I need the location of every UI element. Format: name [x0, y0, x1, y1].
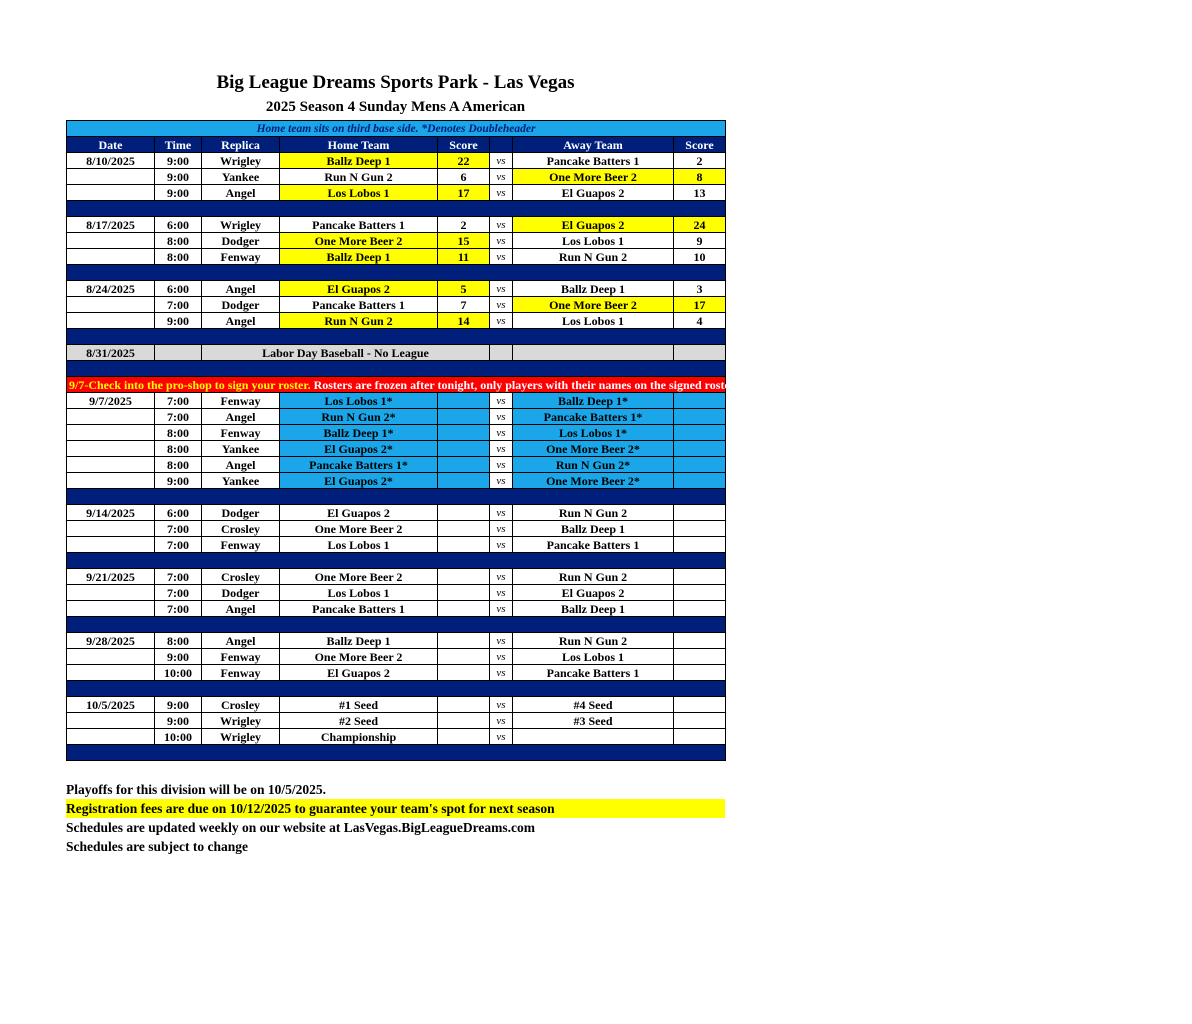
home-team: Ballz Deep 1 — [280, 249, 438, 265]
game-replica: Angel — [202, 281, 280, 297]
game-row — [67, 441, 726, 457]
game-time: 7:00 — [155, 409, 202, 425]
vs-label: vs — [490, 729, 513, 745]
game-date — [67, 457, 155, 473]
game-row — [67, 729, 726, 745]
game-row — [67, 313, 726, 329]
game-date — [67, 601, 155, 617]
game-replica: Crosley — [202, 521, 280, 537]
vs-label: vs — [490, 665, 513, 681]
home-score: 17 — [438, 185, 490, 201]
vs-label: vs — [490, 233, 513, 249]
week-separator — [67, 201, 726, 217]
away-score: 8 — [674, 169, 726, 185]
home-score — [438, 505, 490, 521]
away-team: Ballz Deep 1* — [513, 393, 674, 409]
away-score: 17 — [674, 297, 726, 313]
game-time: 9:00 — [155, 649, 202, 665]
vs-label: vs — [490, 393, 513, 409]
game-replica: Wrigley — [202, 729, 280, 745]
week-separator — [67, 265, 726, 281]
game-date — [67, 409, 155, 425]
game-replica: Dodger — [202, 505, 280, 521]
home-team: One More Beer 2 — [280, 649, 438, 665]
away-score — [674, 521, 726, 537]
away-team: Run N Gun 2 — [513, 249, 674, 265]
game-row — [67, 569, 726, 585]
home-score — [438, 521, 490, 537]
game-row — [67, 633, 726, 649]
away-score — [674, 713, 726, 729]
home-team: Run N Gun 2* — [280, 409, 438, 425]
game-row — [67, 409, 726, 425]
away-score: 10 — [674, 249, 726, 265]
game-time: 8:00 — [155, 457, 202, 473]
vs-label: vs — [490, 441, 513, 457]
header-vs — [490, 137, 513, 153]
week-separator — [67, 745, 726, 761]
game-replica: Angel — [202, 633, 280, 649]
roster-alert — [67, 377, 1192, 393]
vs-label: vs — [490, 249, 513, 265]
game-replica: Angel — [202, 601, 280, 617]
header-away-score: Score — [674, 137, 726, 153]
game-time: 8:00 — [155, 441, 202, 457]
vs-label: vs — [490, 281, 513, 297]
game-row — [67, 233, 726, 249]
home-team: El Guapos 2 — [280, 665, 438, 681]
game-time: 6:00 — [155, 281, 202, 297]
home-score — [438, 633, 490, 649]
game-date — [67, 249, 155, 265]
subject-note: Schedules are subject to change — [66, 839, 248, 854]
labor-day-empty — [155, 345, 202, 361]
game-replica: Yankee — [202, 441, 280, 457]
game-row — [67, 537, 726, 553]
away-team: Run N Gun 2 — [513, 633, 674, 649]
game-date — [67, 729, 155, 745]
game-time: 7:00 — [155, 601, 202, 617]
away-score: 24 — [674, 217, 726, 233]
away-score — [674, 441, 726, 457]
home-team: Pancake Batters 1 — [280, 217, 438, 233]
game-replica: Angel — [202, 409, 280, 425]
game-row — [67, 521, 726, 537]
home-team: Ballz Deep 1* — [280, 425, 438, 441]
game-date — [67, 521, 155, 537]
game-time: 7:00 — [155, 569, 202, 585]
header-row — [67, 137, 726, 153]
away-score — [674, 665, 726, 681]
game-date: 8/17/2025 — [67, 217, 155, 233]
game-replica: Dodger — [202, 297, 280, 313]
roster-alert-row — [67, 377, 726, 393]
home-score — [438, 665, 490, 681]
game-row — [67, 297, 726, 313]
game-date — [67, 233, 155, 249]
week-separator — [67, 617, 726, 633]
game-date — [67, 169, 155, 185]
game-time: 7:00 — [155, 393, 202, 409]
game-replica: Fenway — [202, 665, 280, 681]
away-score: 2 — [674, 153, 726, 169]
labor-day-text: Labor Day Baseball - No League — [202, 345, 490, 361]
game-time: 8:00 — [155, 633, 202, 649]
home-team: Run N Gun 2 — [280, 169, 438, 185]
playoffs-note: Playoffs for this division will be on 10/5/2025. — [66, 782, 327, 797]
away-score — [674, 537, 726, 553]
home-team: Pancake Batters 1 — [280, 297, 438, 313]
away-score — [674, 393, 726, 409]
away-team: Los Lobos 1 — [513, 649, 674, 665]
vs-label: vs — [490, 153, 513, 169]
away-score — [674, 649, 726, 665]
vs-label: vs — [490, 217, 513, 233]
home-team: Ballz Deep 1 — [280, 153, 438, 169]
home-score: 7 — [438, 297, 490, 313]
away-team: Run N Gun 2 — [513, 569, 674, 585]
note-text: Home team sits on third base side. *Denotes Doubleheader — [67, 121, 726, 137]
game-row — [67, 473, 726, 489]
header-date: Date — [67, 137, 155, 153]
game-row — [67, 281, 726, 297]
game-time: 6:00 — [155, 217, 202, 233]
game-date — [67, 441, 155, 457]
home-score — [438, 457, 490, 473]
vs-label: vs — [490, 521, 513, 537]
away-team: El Guapos 2 — [513, 585, 674, 601]
game-date — [67, 313, 155, 329]
game-time: 9:00 — [155, 313, 202, 329]
labor-day-date: 8/31/2025 — [67, 345, 155, 361]
game-date: 9/14/2025 — [67, 505, 155, 521]
game-time: 8:00 — [155, 233, 202, 249]
game-row — [67, 249, 726, 265]
away-score — [674, 601, 726, 617]
home-team: El Guapos 2* — [280, 473, 438, 489]
vs-label: vs — [490, 633, 513, 649]
home-team: El Guapos 2 — [280, 505, 438, 521]
vs-label: vs — [490, 601, 513, 617]
away-score — [674, 569, 726, 585]
home-score — [438, 425, 490, 441]
game-time: 9:00 — [155, 153, 202, 169]
game-replica: Dodger — [202, 585, 280, 601]
home-score: 15 — [438, 233, 490, 249]
home-team: #1 Seed — [280, 697, 438, 713]
home-team: Los Lobos 1* — [280, 393, 438, 409]
away-team: Ballz Deep 1 — [513, 601, 674, 617]
home-team: One More Beer 2 — [280, 521, 438, 537]
home-score: 2 — [438, 217, 490, 233]
away-team: Run N Gun 2* — [513, 457, 674, 473]
game-time: 7:00 — [155, 297, 202, 313]
home-score — [438, 729, 490, 745]
header-time: Time — [155, 137, 202, 153]
away-score: 4 — [674, 313, 726, 329]
away-score — [674, 633, 726, 649]
roster-alert-rest: Rosters are frozen after tonight, only players with their names on the signed roster are eligible for playoffs. Please check carefully as changes will not be made for omissions. — [310, 377, 1192, 392]
home-team: El Guapos 2 — [280, 281, 438, 297]
home-team: Los Lobos 1 — [280, 585, 438, 601]
vs-label: vs — [490, 649, 513, 665]
game-row — [67, 505, 726, 521]
week-separator — [67, 553, 726, 569]
home-score: 5 — [438, 281, 490, 297]
away-score — [674, 425, 726, 441]
game-row — [67, 665, 726, 681]
game-replica: Crosley — [202, 569, 280, 585]
vs-label: vs — [490, 185, 513, 201]
roster-alert-lead: 9/7-Check into the pro-shop to sign your roster. — [69, 377, 311, 392]
game-row — [67, 217, 726, 233]
game-time: 7:00 — [155, 537, 202, 553]
vs-label: vs — [490, 697, 513, 713]
game-row — [67, 393, 726, 409]
week-separator — [67, 681, 726, 697]
note-row — [67, 121, 726, 137]
away-score: 3 — [674, 281, 726, 297]
vs-label: vs — [490, 473, 513, 489]
home-score: 14 — [438, 313, 490, 329]
vs-label: vs — [490, 585, 513, 601]
game-time: 6:00 — [155, 505, 202, 521]
away-team: Run N Gun 2 — [513, 505, 674, 521]
game-row — [67, 585, 726, 601]
game-time: 7:00 — [155, 521, 202, 537]
game-time: 9:00 — [155, 185, 202, 201]
game-date — [67, 537, 155, 553]
registration-note: Registration fees are due on 10/12/2025 to guarantee your team's spot for next season — [66, 799, 725, 818]
vs-label: vs — [490, 409, 513, 425]
game-replica: Fenway — [202, 649, 280, 665]
game-date — [67, 649, 155, 665]
header-home-score: Score — [438, 137, 490, 153]
home-score — [438, 569, 490, 585]
page-subtitle: 2025 Season 4 Sunday Mens A American — [265, 99, 526, 115]
website-note: Schedules are updated weekly on our website at LasVegas.BigLeagueDreams.com — [66, 820, 536, 835]
game-date: 9/28/2025 — [67, 633, 155, 649]
away-score — [674, 505, 726, 521]
header-replica: Replica — [202, 137, 280, 153]
vs-label: vs — [490, 457, 513, 473]
game-time: 8:00 — [155, 249, 202, 265]
away-score — [674, 473, 726, 489]
game-replica: Angel — [202, 457, 280, 473]
game-replica: Crosley — [202, 697, 280, 713]
labor-day-empty — [513, 345, 674, 361]
away-score — [674, 457, 726, 473]
labor-day-empty — [674, 345, 726, 361]
home-score — [438, 713, 490, 729]
away-team: Pancake Batters 1 — [513, 665, 674, 681]
away-score: 9 — [674, 233, 726, 249]
away-team: #3 Seed — [513, 713, 674, 729]
home-score — [438, 441, 490, 457]
vs-label: vs — [490, 425, 513, 441]
vs-label: vs — [490, 713, 513, 729]
away-team: One More Beer 2* — [513, 473, 674, 489]
home-team: Ballz Deep 1 — [280, 633, 438, 649]
away-score — [674, 697, 726, 713]
away-team: Pancake Batters 1 — [513, 153, 674, 169]
game-replica: Angel — [202, 185, 280, 201]
vs-label: vs — [490, 313, 513, 329]
vs-label: vs — [490, 297, 513, 313]
game-time: 9:00 — [155, 697, 202, 713]
home-score — [438, 649, 490, 665]
game-date: 8/24/2025 — [67, 281, 155, 297]
game-time: 9:00 — [155, 169, 202, 185]
home-team: Championship — [280, 729, 438, 745]
game-replica: Angel — [202, 313, 280, 329]
away-score — [674, 409, 726, 425]
game-replica: Wrigley — [202, 153, 280, 169]
vs-label: vs — [490, 169, 513, 185]
home-team: Los Lobos 1 — [280, 537, 438, 553]
home-score — [438, 585, 490, 601]
game-replica: Fenway — [202, 393, 280, 409]
home-score — [438, 409, 490, 425]
away-score — [674, 585, 726, 601]
game-time: 10:00 — [155, 665, 202, 681]
away-score — [674, 729, 726, 745]
home-score — [438, 473, 490, 489]
game-row — [67, 153, 726, 169]
away-team: El Guapos 2 — [513, 217, 674, 233]
game-date: 10/5/2025 — [67, 697, 155, 713]
home-score: 11 — [438, 249, 490, 265]
game-time: 7:00 — [155, 585, 202, 601]
home-team: One More Beer 2 — [280, 233, 438, 249]
week-separator — [67, 361, 726, 377]
game-row — [67, 457, 726, 473]
game-time: 9:00 — [155, 713, 202, 729]
away-team: Los Lobos 1* — [513, 425, 674, 441]
home-score — [438, 697, 490, 713]
game-date — [67, 473, 155, 489]
game-row — [67, 169, 726, 185]
game-replica: Yankee — [202, 473, 280, 489]
game-time: 8:00 — [155, 425, 202, 441]
game-date: 9/7/2025 — [67, 393, 155, 409]
page-title: Big League Dreams Sports Park - Las Vegas — [216, 72, 575, 93]
away-team: One More Beer 2 — [513, 297, 674, 313]
game-date — [67, 185, 155, 201]
week-separator — [67, 329, 726, 345]
away-team: Ballz Deep 1 — [513, 281, 674, 297]
game-date: 9/21/2025 — [67, 569, 155, 585]
home-team: #2 Seed — [280, 713, 438, 729]
game-replica: Dodger — [202, 233, 280, 249]
game-row — [67, 649, 726, 665]
game-replica: Fenway — [202, 249, 280, 265]
game-replica: Fenway — [202, 425, 280, 441]
home-score: 6 — [438, 169, 490, 185]
game-time: 10:00 — [155, 729, 202, 745]
away-team: #4 Seed — [513, 697, 674, 713]
schedule-table — [66, 120, 1192, 761]
header-away-team: Away Team — [513, 137, 674, 153]
game-row — [67, 713, 726, 729]
game-date — [67, 665, 155, 681]
labor-day-row — [67, 345, 726, 361]
game-row — [67, 185, 726, 201]
game-date: 8/10/2025 — [67, 153, 155, 169]
home-team: Run N Gun 2 — [280, 313, 438, 329]
home-team: Pancake Batters 1 — [280, 601, 438, 617]
header-home-team: Home Team — [280, 137, 438, 153]
game-date — [67, 585, 155, 601]
game-replica: Wrigley — [202, 713, 280, 729]
home-score — [438, 537, 490, 553]
game-replica: Yankee — [202, 169, 280, 185]
home-team: One More Beer 2 — [280, 569, 438, 585]
game-date — [67, 425, 155, 441]
labor-day-empty — [490, 345, 513, 361]
away-team: Ballz Deep 1 — [513, 521, 674, 537]
home-score: 22 — [438, 153, 490, 169]
home-team: El Guapos 2* — [280, 441, 438, 457]
away-score: 13 — [674, 185, 726, 201]
game-time: 9:00 — [155, 473, 202, 489]
away-team: One More Beer 2* — [513, 441, 674, 457]
vs-label: vs — [490, 537, 513, 553]
away-team: El Guapos 2 — [513, 185, 674, 201]
away-team: Los Lobos 1 — [513, 233, 674, 249]
home-score — [438, 601, 490, 617]
away-team: Los Lobos 1 — [513, 313, 674, 329]
home-score — [438, 393, 490, 409]
game-row — [67, 697, 726, 713]
away-team — [513, 729, 674, 745]
away-team: Pancake Batters 1* — [513, 409, 674, 425]
away-team: One More Beer 2 — [513, 169, 674, 185]
game-row — [67, 425, 726, 441]
vs-label: vs — [490, 569, 513, 585]
home-team: Los Lobos 1 — [280, 185, 438, 201]
game-date — [67, 713, 155, 729]
home-team: Pancake Batters 1* — [280, 457, 438, 473]
game-replica: Wrigley — [202, 217, 280, 233]
week-separator — [67, 489, 726, 505]
game-replica: Fenway — [202, 537, 280, 553]
vs-label: vs — [490, 505, 513, 521]
away-team: Pancake Batters 1 — [513, 537, 674, 553]
game-date — [67, 297, 155, 313]
game-row — [67, 601, 726, 617]
